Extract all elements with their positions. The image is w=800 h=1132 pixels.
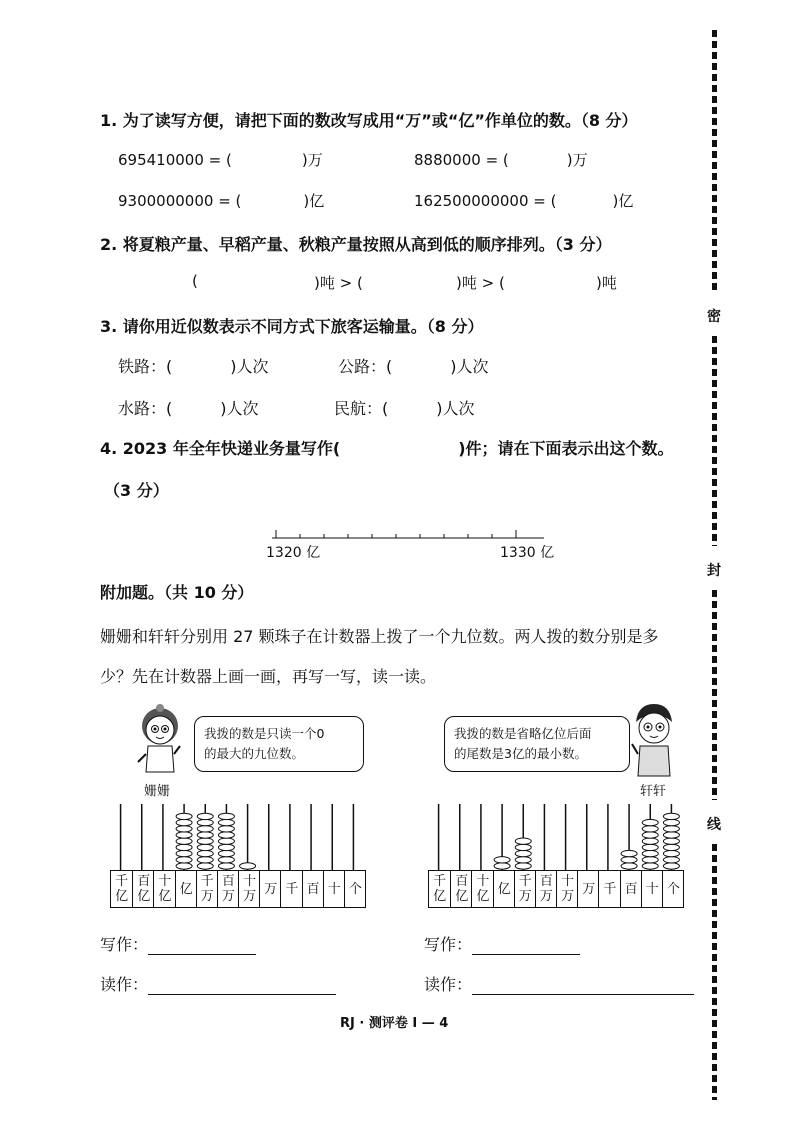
q1-item-3 <box>118 190 324 211</box>
abacus-bead <box>218 838 234 844</box>
seal-char-feng: 封 <box>707 563 721 579</box>
abacus-place-label: 百 亿 <box>450 871 472 907</box>
abacus-bead <box>176 813 192 819</box>
q1-item-4 <box>414 190 633 211</box>
abacus-place-label: 千 亿 <box>433 874 447 904</box>
abacus-right-rods[interactable] <box>428 804 692 872</box>
q3-highway-label: 公路：( <box>338 357 393 376</box>
abacus-bead <box>642 844 658 850</box>
q1-item-4-text: 162500000000 = ( <box>414 192 557 210</box>
bonus-text-line-1: 姗姗和轩轩分别用 27 颗珠子在计数器上拨了一个九位数。两人拨的数分别是多 <box>100 627 659 646</box>
abacus-bead <box>515 857 531 863</box>
read-label: 读作： <box>100 975 149 994</box>
abacus-place-label: 千 <box>280 871 302 907</box>
abacus-place-label: 十 <box>641 871 663 907</box>
abacus-place-label: 千 亿 <box>115 874 129 904</box>
number-line-label-right: 1330 亿 <box>500 545 555 561</box>
abacus-place-label: 千 万 <box>514 871 536 907</box>
abacus-bead <box>642 838 658 844</box>
bonus-text-line-2: 少？先在计数器上画一画，再写一写，读一读。 <box>100 667 437 686</box>
abacus-bead <box>218 850 234 856</box>
abacus-left-labels <box>110 870 366 908</box>
q4-prompt <box>100 436 674 459</box>
seal-char-xian: 线 <box>707 817 721 833</box>
q1-item-1 <box>118 149 323 170</box>
q3-railway-unit: )人次 <box>230 357 269 376</box>
abacus-place-label: 个 <box>344 871 366 907</box>
abacus-bead <box>663 863 679 869</box>
abacus-bead <box>197 844 213 850</box>
abacus-place-label: 万 <box>577 871 599 907</box>
q1-item-4-unit: )亿 <box>612 192 634 210</box>
abacus-bead <box>176 857 192 863</box>
abacus-bead <box>494 863 510 869</box>
abacus-bead <box>176 826 192 832</box>
abacus-bead <box>663 826 679 832</box>
girl-name: 姗姗 <box>144 784 171 799</box>
bonus-title: 附加题。（共 10 分） <box>100 583 254 602</box>
abacus-bead <box>494 857 510 863</box>
abacus-bead <box>197 857 213 863</box>
q3-waterway-label: 水路：( <box>118 399 173 418</box>
abacus-bead <box>218 857 234 863</box>
abacus-place-label: 千 <box>598 871 620 907</box>
boy-illustration <box>624 700 684 780</box>
q2-part-3: )吨 > ( <box>456 274 505 292</box>
abacus-bead <box>642 863 658 869</box>
q2-part-4: )吨 <box>596 274 617 292</box>
boy-speech-line-1: 我拨的数是省略亿位后面 <box>454 726 592 741</box>
abacus-right-labels <box>428 870 684 908</box>
abacus-place-label: 百 <box>620 871 642 907</box>
q3-aviation <box>334 396 475 419</box>
q4-prompt-b: )件；请在下面表示出这个数。 <box>458 439 674 458</box>
abacus-place-label: 万 <box>259 871 281 907</box>
girl-speech-line-2: 的最大的九位数。 <box>204 746 305 761</box>
q3-aviation-unit: )人次 <box>436 399 475 418</box>
abacus-bead <box>663 832 679 838</box>
boy-speech-bubble <box>444 716 630 772</box>
abacus-bead <box>663 838 679 844</box>
q2-part-1: ( <box>192 272 198 290</box>
abacus-bead <box>218 844 234 850</box>
abacus-bead <box>197 813 213 819</box>
abacus-place-label: 个 <box>662 871 684 907</box>
write-label: 写作： <box>424 935 473 954</box>
abacus-bead <box>218 863 234 869</box>
abacus-bead <box>621 863 637 869</box>
abacus-bead <box>197 826 213 832</box>
girl-speech-bubble <box>194 716 364 772</box>
binding-dashed-line <box>712 30 717 290</box>
abacus-bead <box>218 826 234 832</box>
abacus-place-label: 千 万 <box>196 871 218 907</box>
abacus-bead <box>515 863 531 869</box>
right-write-row <box>424 932 580 955</box>
abacus-bead <box>621 850 637 856</box>
abacus-bead <box>663 819 679 825</box>
read-answer-line[interactable] <box>472 976 694 995</box>
q3-highway <box>338 354 489 377</box>
abacus-bead <box>515 844 531 850</box>
q3-waterway <box>118 396 259 419</box>
abacus-bead <box>197 832 213 838</box>
abacus-bead <box>642 850 658 856</box>
abacus-bead <box>197 838 213 844</box>
binding-dashed-line <box>712 844 717 1100</box>
left-read-row <box>100 972 336 995</box>
abacus-bead <box>176 863 192 869</box>
abacus-bead <box>218 819 234 825</box>
q1-item-2-text: 8880000 = ( <box>414 151 509 169</box>
q2-prompt: 2. 将夏粮产量、早稻产量、秋粮产量按照从高到低的顺序排列。（3 分） <box>100 235 612 254</box>
q1-item-2 <box>414 149 588 170</box>
read-label: 读作： <box>424 975 473 994</box>
abacus-bead <box>176 850 192 856</box>
q3-prompt: 3. 请你用近似数表示不同方式下旅客运输量。（8 分） <box>100 317 484 336</box>
abacus-bead <box>642 857 658 863</box>
abacus-place-label: 百 万 <box>535 871 557 907</box>
read-answer-line[interactable] <box>148 976 336 995</box>
abacus-bead <box>663 844 679 850</box>
abacus-bead <box>663 850 679 856</box>
q1-prompt: 1. 为了读写方便，请把下面的数改写成用“万”或“亿”作单位的数。（8 分） <box>100 111 638 130</box>
write-answer-line[interactable] <box>472 936 580 955</box>
girl-illustration <box>130 702 190 780</box>
q1-item-3-text: 9300000000 = ( <box>118 192 242 210</box>
q3-railway-label: 铁路：( <box>118 357 173 376</box>
binding-dashed-line <box>712 590 717 800</box>
q3-aviation-label: 民航：( <box>334 399 389 418</box>
abacus-bead <box>642 819 658 825</box>
abacus-bead <box>218 832 234 838</box>
q4-score: （3 分） <box>104 481 169 500</box>
abacus-left-rods[interactable] <box>110 804 374 872</box>
abacus-bead <box>642 826 658 832</box>
abacus-place-label: 十 万 <box>556 871 578 907</box>
abacus-place-label: 亿 <box>175 871 197 907</box>
boy-speech-line-2: 的尾数是3亿的最小数。 <box>454 746 587 761</box>
girl-speech-line-1: 我拨的数是只读一个0 <box>204 726 325 741</box>
abacus-place-label: 十 亿 <box>153 871 175 907</box>
q1-item-1-unit: )万 <box>301 151 323 169</box>
abacus-place-label: 百 <box>302 871 324 907</box>
boy-name: 轩轩 <box>640 784 667 799</box>
q3-highway-unit: )人次 <box>450 357 489 376</box>
binding-dashed-line <box>712 336 717 546</box>
abacus-bead <box>197 863 213 869</box>
left-write-row <box>100 932 256 955</box>
abacus-bead <box>197 850 213 856</box>
abacus-bead <box>218 813 234 819</box>
page-footer: RJ · 测评卷 I — 4 <box>340 1016 449 1031</box>
abacus-bead <box>515 838 531 844</box>
abacus-bead <box>176 844 192 850</box>
q3-railway <box>118 354 269 377</box>
q1-item-3-unit: )亿 <box>303 192 325 210</box>
abacus-bead <box>621 857 637 863</box>
abacus-bead <box>663 813 679 819</box>
abacus-bead <box>176 832 192 838</box>
q3-waterway-unit: )人次 <box>220 399 259 418</box>
abacus-bead <box>176 838 192 844</box>
seal-char-mi: 密 <box>707 309 721 325</box>
write-answer-line[interactable] <box>148 936 256 955</box>
abacus-bead <box>176 819 192 825</box>
write-label: 写作： <box>100 935 149 954</box>
right-read-row <box>424 972 694 995</box>
abacus-place-label: 百 亿 <box>132 871 154 907</box>
abacus-bead <box>240 863 256 869</box>
abacus-bead <box>663 857 679 863</box>
abacus-bead <box>515 850 531 856</box>
abacus-place-label: 十 <box>323 871 345 907</box>
q2-part-2: )吨 > ( <box>314 274 363 292</box>
q1-item-2-unit: )万 <box>566 151 588 169</box>
q4-prompt-a: 4. 2023 年全年快递业务量写作( <box>100 439 341 458</box>
number-line-label-left: 1320 亿 <box>266 545 321 561</box>
abacus-place-label: 百 万 <box>217 871 239 907</box>
q1-item-1-text: 695410000 = ( <box>118 151 232 169</box>
abacus-place-label: 十 万 <box>238 871 260 907</box>
abacus-bead <box>197 819 213 825</box>
abacus-bead <box>642 832 658 838</box>
abacus-place-label: 十 亿 <box>471 871 493 907</box>
abacus-place-label: 亿 <box>493 871 515 907</box>
